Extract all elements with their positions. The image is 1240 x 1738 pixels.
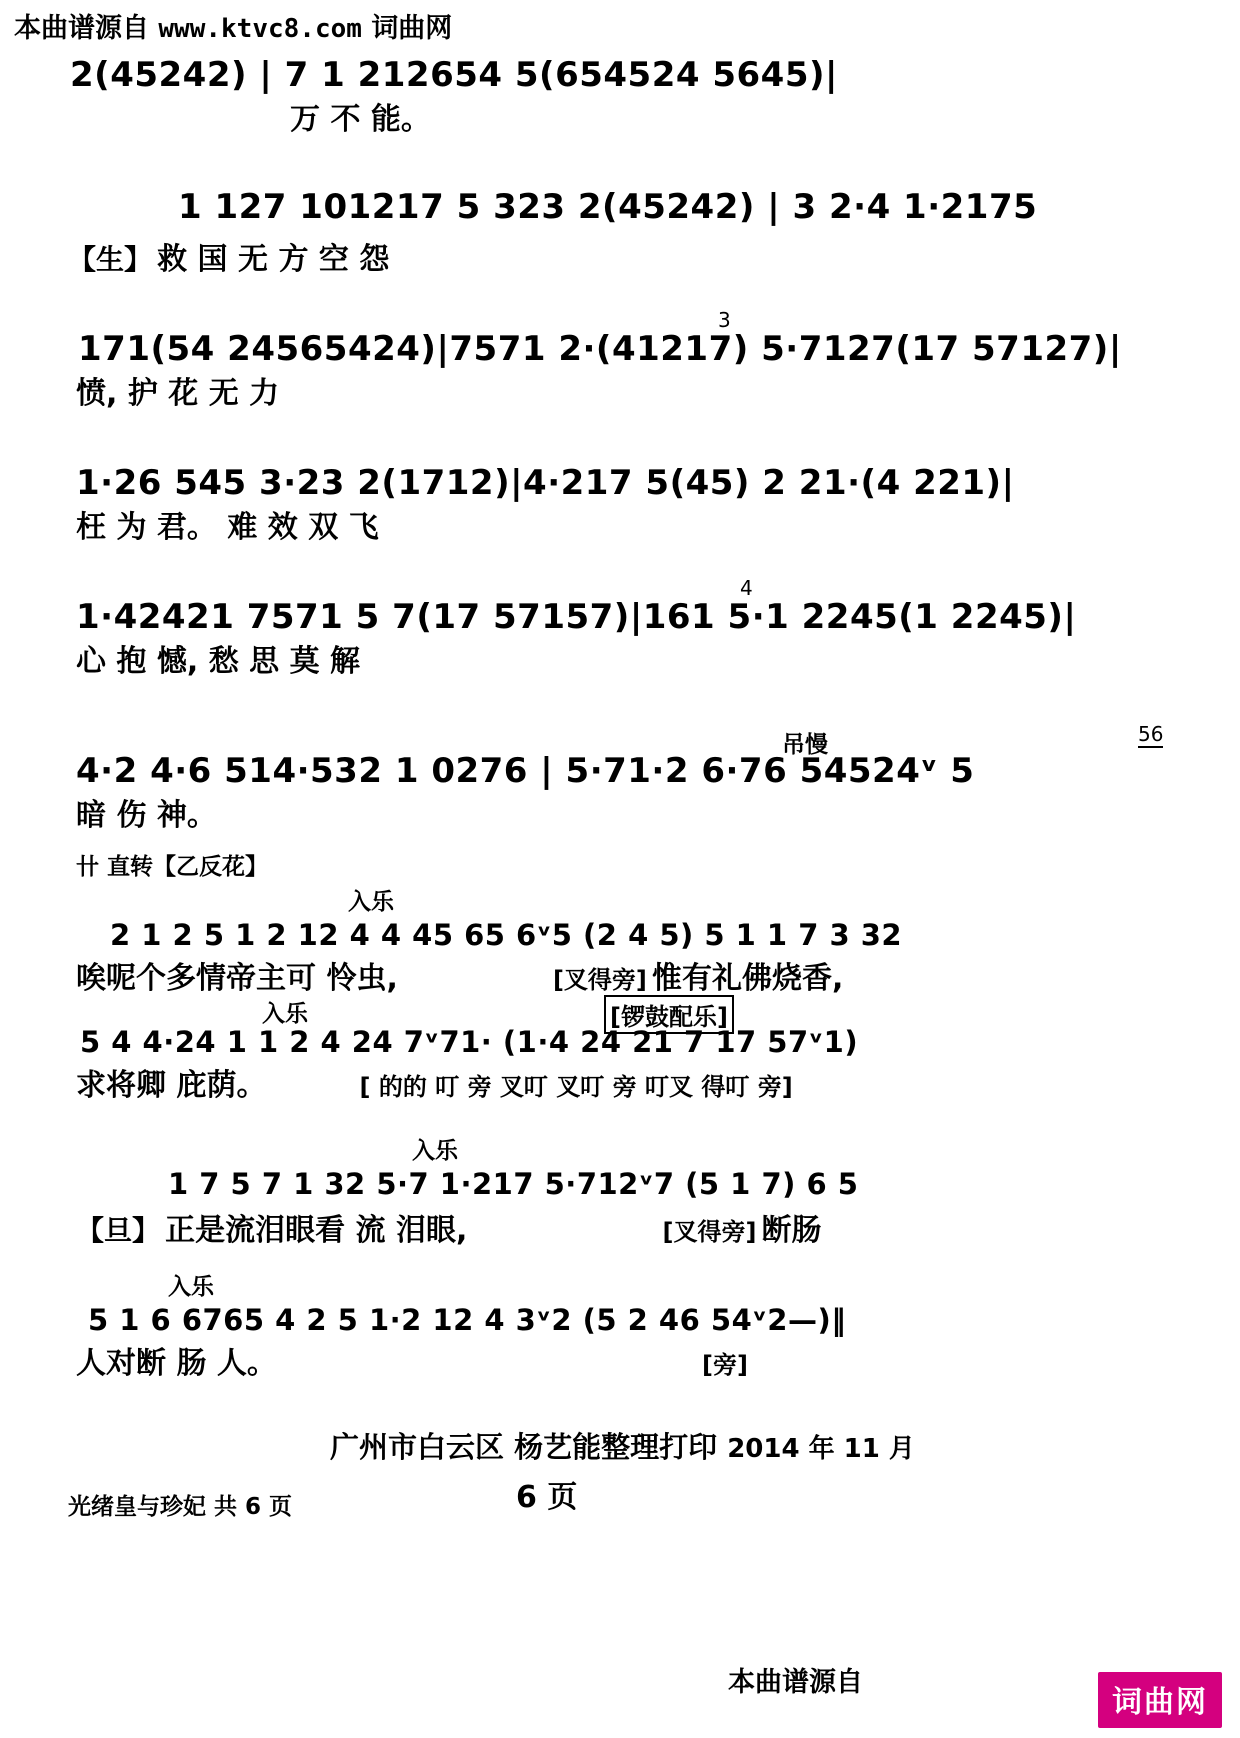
annot-fraction: 56 [1138, 722, 1164, 746]
system-9-lyrics: 正是流泪眼看 流 泪眼, [165, 1213, 468, 1249]
system-6-lyrics: 暗 伤 神。 [76, 797, 217, 833]
system-5-notes: 1·42421 7571 5 7(17 57157)|161 5·1 2245(1 2245)| [76, 597, 1077, 637]
score-system-1 [0, 55, 1240, 137]
system-3-notes: 171(54 24565424)|7571 2·(41217) 5·7127(17 57127)| [78, 329, 1122, 369]
system-3-tuplet: 3 [718, 308, 731, 332]
watermark-prefix: 本曲谱源自 [14, 13, 149, 44]
annot-diaoman: 吊慢 [782, 732, 828, 758]
section-marks: 卄 直转【乙反花】 [76, 854, 269, 880]
percussion-cue-4: [旁] [701, 1351, 748, 1380]
system-7-lyrics: 唉呢个多情帝主可 怜虫, [76, 961, 398, 997]
annot-rule-2: 入乐 [262, 1001, 308, 1027]
system-3-lyrics: 愤, 护 花 无 力 [76, 375, 280, 411]
watermark-url: www.ktvc8.com [158, 14, 362, 44]
annot-rule-1: 入乐 [348, 889, 394, 915]
score-system-10 [0, 1268, 1240, 1380]
annot-rule-4: 入乐 [168, 1274, 214, 1300]
system-8-lyrics: 求将卿 庇荫。 [76, 1068, 267, 1104]
percussion-label: [锣鼓配乐] [604, 995, 734, 1034]
system-4-notes: 1·26 545 3·23 2(1712)|4·217 5(45) 2 21·(4 221)| [76, 463, 1015, 503]
song-footer: 光绪皇与珍妃 共 6 页 [68, 1494, 293, 1520]
system-9-notes: 1 7 5 7 1 32 5·7 1·217 5·712ᵛ7 (5 1 7) 6 5 [168, 1167, 859, 1201]
system-7-lyrics-2: 惟有礼佛烧香, [651, 961, 844, 997]
score-system-9 [0, 1132, 1240, 1249]
credit-date: 2014 年 11 月 [727, 1434, 915, 1464]
score-system-7 [0, 848, 1240, 995]
score-system-5 [0, 576, 1240, 679]
system-6-notes: 4·2 4·6 514·532 1 0276 | 5·71·2 6·76 54524ᵛ 5 [76, 751, 975, 791]
score-system-4 [0, 463, 1240, 545]
system-1-lyrics: 万 不 能。 [290, 101, 431, 137]
percussion-cue-3: [叉得旁] [662, 1218, 757, 1247]
score-system-3 [0, 308, 1240, 411]
percussion-cue-2: [ 的的 叮 旁 叉叮 叉叮 旁 叮叉 得叮 旁] [359, 1073, 793, 1102]
role-sheng: 【生】 [68, 242, 153, 276]
system-5-tuplet: 4 [740, 576, 753, 600]
system-8-notes: 5 4 4·24 1 1 2 4 24 7ᵛ71· (1·4 24 21 7 17 57ᵛ1) [80, 1025, 859, 1059]
system-9-lyrics-2: 断肠 [761, 1213, 822, 1249]
system-5-lyrics: 心 抱 憾, 愁 思 莫 解 [76, 643, 361, 679]
system-10-notes: 5 1 6 6765 4 2 5 1·2 12 4 3ᵛ2 (5 2 46 54ᵛ2—)‖ [88, 1303, 847, 1337]
percussion-cue-1: [叉得旁] [552, 966, 647, 995]
system-1-notes: 2(45242) | 7 1 212654 5(654524 5645)| [70, 55, 838, 95]
annot-rule-3: 入乐 [412, 1138, 458, 1164]
page-number: 6 页 [516, 1480, 578, 1515]
score-system-8 [0, 995, 1240, 1102]
role-dan: 【旦】 [76, 1214, 161, 1248]
score-system-6 [0, 722, 1240, 833]
system-10-lyrics: 人对断 肠 人。 [76, 1346, 277, 1382]
system-2-lyrics: 救 国 无 方 空 怨 [157, 241, 390, 277]
system-7-notes: 2 1 2 5 1 2 12 4 4 45 65 6ᵛ5 (2 4 5) 5 1 1 7 3 32 [110, 918, 903, 952]
watermark-top [14, 6, 452, 45]
watermark-suffix: 词曲网 [371, 13, 453, 44]
site-logo: 词曲网 [1098, 1672, 1222, 1728]
watermark-bottom: 本曲谱源自 [728, 1667, 863, 1698]
credit-main: 广州市白云区 杨艺能整理打印 [330, 1430, 718, 1464]
credit-line [330, 1425, 915, 1466]
system-4-lyrics: 枉 为 君。 难 效 双 飞 [76, 509, 379, 545]
score-system-2 [0, 187, 1240, 278]
system-2-notes: 1 127 101217 5 323 2(45242) | 3 2·4 1·2175 [178, 187, 1038, 227]
